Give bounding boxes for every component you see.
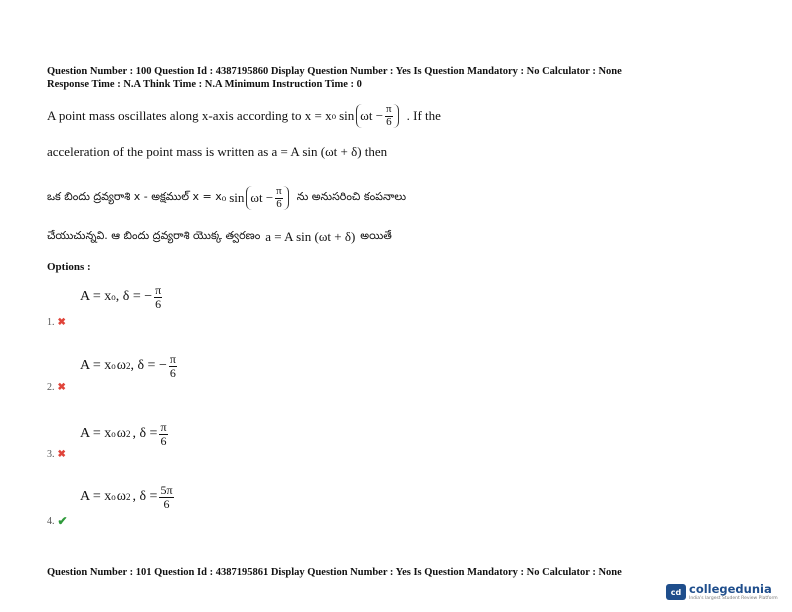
option-1-formula: A = x o , δ = − $\frac{\pi}{6}$	[80, 283, 162, 311]
option-3-fraction: $\frac{\pi}{6}$	[160, 420, 167, 448]
option-3-formula: A = x o ω 2 , δ = $\frac{\pi}{6}$	[80, 420, 167, 448]
option-4[interactable]: 4. ✔	[47, 514, 68, 528]
wrong-mark-icon: ✖	[57, 449, 66, 460]
option-1[interactable]: 1. ✖	[47, 317, 66, 328]
option-2-formula: A = x o ω 2 , δ = − $\frac{\pi}{6}$	[80, 352, 176, 380]
correct-check-icon: ✔	[57, 514, 68, 528]
wrong-mark-icon: ✖	[57, 317, 66, 328]
pi-over-6-fraction: $\frac{\pi}{6}$	[386, 103, 392, 128]
question-header: Question Number : 100 Question Id : 4387195860 Display Question Number : Yes Is Question Mandatory : No Calculator : None	[47, 66, 622, 77]
phase-parenthesis-te: ωt − $\frac{\pi}{6}$	[246, 186, 288, 210]
phase-parenthesis: ωt − $\frac{\pi}{6}$	[356, 104, 398, 128]
question-text-te-line1: ఒక బిందు ద్రవ్యరాశి x - అక్షముల్ x = x o sin ωt − $\frac{\pi}{6}$ ను అనుసరించి కంపనాలు	[47, 185, 407, 210]
question-text-en-line1: A point mass oscillates along x-axis according to x = x o sin ωt − $\frac{\pi}{6}$ . If the	[47, 103, 441, 128]
pi-over-6-fraction-te: $\frac{\pi}{6}$	[276, 185, 282, 210]
collegedunia-logo	[666, 584, 778, 601]
question-text-te-line2: చేయుచున్నవి. ఆ బిందు ద్రవ్యరాశి యొక్క త్వరణం a = A sin (ωt + δ) అయితే	[47, 229, 392, 244]
option-2-fraction: $\frac{\pi}{6}$	[169, 352, 176, 380]
logo-name: collegedunia	[689, 582, 772, 596]
response-time-header: Response Time : N.A Think Time : N.A Minimum Instruction Time : 0	[47, 79, 362, 90]
option-2[interactable]: 2. ✖	[47, 382, 66, 393]
option-1-fraction: $\frac{\pi}{6}$	[155, 283, 162, 311]
question-text-en-line2: acceleration of the point mass is written as a = A sin (ωt + δ) then	[47, 144, 388, 159]
graduation-cap-icon: cd	[666, 584, 686, 600]
options-label: Options :	[47, 261, 91, 273]
option-3[interactable]: 3. ✖	[47, 449, 66, 460]
option-4-fraction: $\frac{5\pi}{6}$	[160, 483, 173, 511]
logo-tagline: India's largest Student Review Platform	[689, 595, 778, 601]
question-header-next: Question Number : 101 Question Id : 4387195861 Display Question Number : Yes Is Question Mandatory : No Calculator : None	[47, 567, 622, 578]
option-4-formula: A = x o ω 2 , δ = $\frac{5\pi}{6}$	[80, 483, 173, 511]
wrong-mark-icon: ✖	[57, 382, 66, 393]
